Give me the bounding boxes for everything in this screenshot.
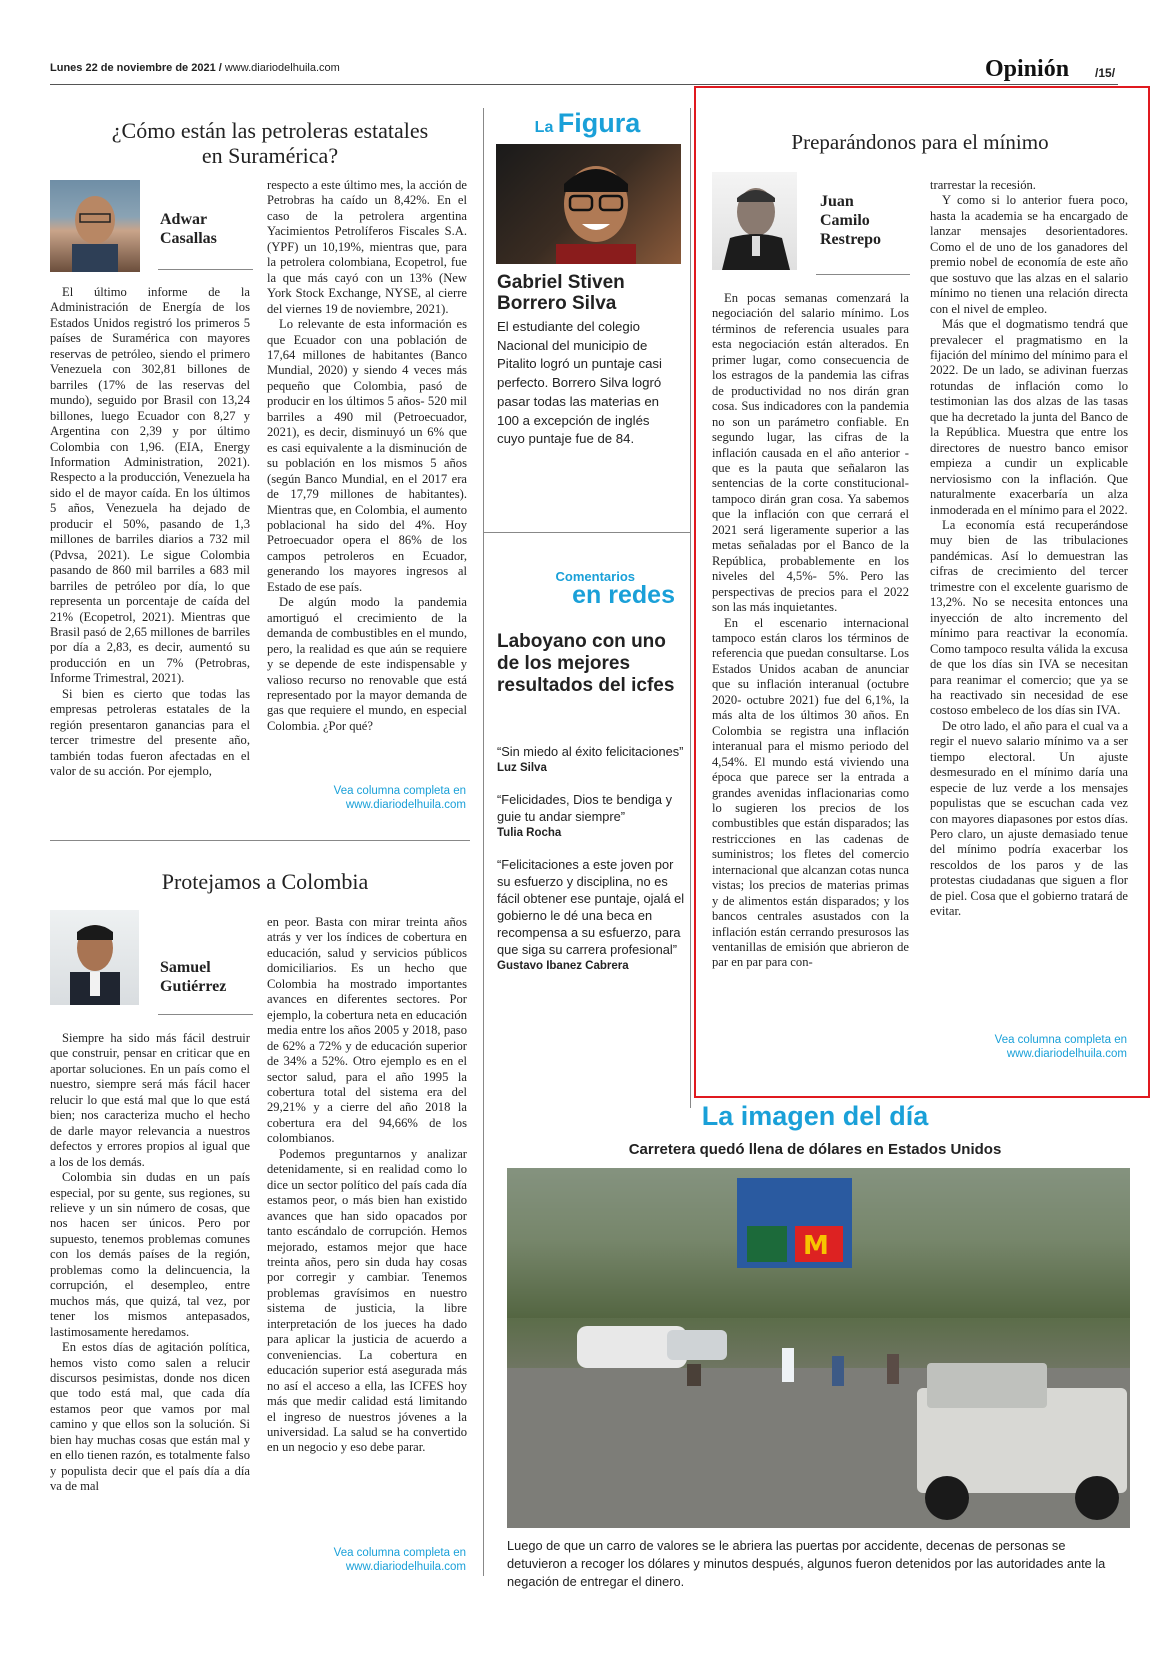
comment-text: “Sin miedo al éxito felicitaciones”: [497, 744, 684, 759]
redes-label: [495, 570, 675, 608]
figura-label-big: Figura: [557, 108, 641, 138]
article-text-minimo-right: [930, 178, 1128, 920]
redes-label-big: en redes: [572, 581, 675, 609]
article-title-petroleras: ¿Cómo están las petroleras estatales en Suramérica?: [111, 118, 429, 168]
redes-comments: [497, 743, 685, 975]
read-more-link[interactable]: www.diariodelhuila.com: [1006, 1048, 1127, 1060]
figura-text: El estudiante del colegio Nacional del municipio de Pitalito logró un puntaje casi perfecto. Borrero Silva logró pasar todas las materias en 100 a excepción de inglés cuyo puntaje fue de 84.: [497, 319, 662, 447]
comment-text: “Felicitaciones a este joven por su esfuerzo y disciplina, no es fácil obtener ese puntaje, ojalá el gobierno le dé una beca en recompensa a su esfuerzo, para que siga su carrera profesional”: [497, 857, 685, 957]
author-name-restrepo: Juan Camilo Restrepo: [820, 193, 882, 248]
article-text-minimo-left: [712, 291, 909, 971]
paragraph: Lo relevante de esta información es que Ecuador con una población de 17,64 millones de habitantes (Banco Mundial, 2020) y siendo 4 veces más pequeño que Colombia, pasó de producir en los últimos 5 años- 520 mil barriles a 490 mil (Petroecuador, 2021), es decir, disminuyó un 6% que es casi equivalente a la disminución de su población en los mismos 5 años (según Banco Mundial, en el 2017 era de 17,79 millones de habitantes). Mientras que, en Colombia, el aumento poblacional ha sido del 4%. Hoy Petroecuador opera el 86% de los campos petroleros en Ecuador, generando los mayores ingresos al Estado de ese país.: [267, 317, 467, 594]
author-photo-gutierrez: [50, 910, 139, 1005]
read-more-petroleras[interactable]: [270, 784, 466, 812]
comment-author: Gustavo Ibanez Cabrera: [497, 960, 629, 972]
header-rule: [50, 84, 1118, 85]
paragraph: Colombia sin dudas en un país especial, por su gente, sus regiones, su relieve y un sin número de cosas, que nos hacen ser únicos. Pero por supuesto, tenemos problemas comunes con los demás países de la región, problemas como la delincuencia, la corrupción, el desempleo, entre muchos más, que quizá, tal vez, por tener los mismos antepasados, lastimosamente heredamos.: [50, 1170, 250, 1339]
read-more-link[interactable]: www.diariodelhuila.com: [345, 1561, 466, 1573]
author-rule-restrepo: [816, 274, 910, 275]
read-more-protejamos[interactable]: [270, 1546, 466, 1574]
read-more-link[interactable]: www.diariodelhuila.com: [345, 799, 466, 811]
author-name-gutierrez: Samuel Gutiérrez: [160, 959, 227, 995]
page-number-text: 15: [1098, 66, 1112, 80]
article-text-petroleras-right: [267, 178, 467, 734]
read-more-label: Vea columna completa en: [333, 785, 466, 797]
portrait-icon: [712, 172, 797, 270]
paragraph: Si bien es cierto que todas las empresas petroleras estatales de la región presentaron ganancias para el tercer trimestre del presente año, también todas fueron afectadas en el valor de su acción. Por ejemplo,: [50, 686, 250, 779]
author-photo-restrepo: [712, 172, 797, 270]
paragraph: De algún modo la pandemia amortiguó el crecimiento de la demanda de combustibles en el mundo, pero, la realidad es que aún se requiere y se depende de este indispensable y valioso recurso no renovable que está representado por la mayor demanda de gas que requiere el mundo, en especial Colombia. ¿Por qué?: [267, 595, 467, 733]
header-date-text: Lunes 22 de noviembre de 2021: [50, 62, 216, 74]
author-rule-gutierrez: [158, 1014, 253, 1015]
article-text-petroleras-left: [50, 285, 250, 780]
figura-label-small: La: [534, 119, 554, 136]
comment-author: Tulia Rocha: [497, 827, 562, 839]
imagen-title: La imagen del día: [701, 1101, 929, 1131]
author-photo-casallas: [50, 180, 140, 272]
paragraph: En el escenario internacional tampoco están claros los términos de referencia que puedan consultarse. Los Estados Unidos acaban de anunciar que su inflación interanual (octubre 2020- octubre 2021) fue del 6,1%, la más alta de los últimos 30 años. En Colombia se registra una inflación interanual para el mismo periodo del 4,54%. El mundo está viviendo una época que parece ser la entrada a grandes avenidas inflacionarias como lo sugieren los precios de los combustibles que están disparados; las restricciones en las cadenas de suministros; los fletes del comercio internacional que alcanzan cotas nunca vistas; los precios de materias primas y de alimentos están disparados; y los bancos centrales asustados con la inflación están cerrando presurosos las ventanillas de emisión que abrieron de par en par para con-: [712, 615, 909, 970]
paragraph: En estos días de agitación política, hemos visto como salen a relucir discursos pesimistas, donde nos dicen que todo está mal, que cada día estamos peor que vamos por mal camino y que ellos son la solución. Si bien hay muchas cosas que están mal y en ello tienen razón, es totalmente falso y populista decir que el país día a día va de mal: [50, 1340, 250, 1494]
read-more-minimo[interactable]: [930, 1033, 1127, 1061]
article-title-protejamos: Protejamos a Colombia: [161, 869, 369, 894]
paragraph: Podemos preguntarnos y analizar detenidamente, si en realidad como lo dice un sector político del país cada día estamos peor, o más bien han existido avances que han sido opacados por tanto escándalo de corrupción. Hemos mejorado, estamos mejor que hace treinta años, pero sin duda hay cosas por corregir y cambiar. Tenemos problemas gravísimos en nuestro sistema de justicia, la libre interpretación de los jueces ha dado para aplicar la justicia de acuerdo a conveniencias. La cobertura en educación superior está asegurada más no así el acceso a ella, las ICFES hoy más que medir calidad está limitando el ingreso de nuestros jóvenes a la universidad. La salud se ha convertido en un negocio y eso debe parar.: [267, 1146, 467, 1455]
imagen-caption: Luego de que un carro de valores se le abriera las puertas por accidente, decenas de personas se detuvieron a recoger los dólares y minutos después, algunos fueron detenidos por las autoridades ante la negación de entregar el dinero.: [507, 1538, 1106, 1589]
page-number: /15/: [1095, 66, 1116, 80]
article-title-minimo: Preparándonos para el mínimo: [791, 130, 1049, 154]
paragraph: De otro lado, el año para el cual va a regir el nuevo salario mínimo va a ser tiempo electoral. Un ajuste desmesurado en el mínimo daría una especie de luz verde a los mensajes populistas que se escuchan cada vez con mayores diapasones por estos días. Pero claro, un ajuste demasiado tenue del mínimo podría exacerbar los rescoldos de los paros y de las protestas ciudadanas que siguen a flor de piel. Cosa que el gobierno tratará de evitar.: [930, 718, 1128, 919]
article-text-protejamos-left: [50, 1031, 250, 1495]
comment-author: Luz Silva: [497, 762, 547, 774]
paragraph: La economía está recuperándose muy bien de las tribulaciones pandémicas. Así lo demuestran las cifras de crecimiento del tercer trimestre con el excelente guarismo de 13,2%. No se necesita entonces una inyección de alto incremento del mínimo para reactivar la economía. Como tampoco resulta válida la excusa de que los días sin IVA se necesitan para reanimar el comercio; que ya se ha reactivado sin necesidad de ese costoso embeleco de los días sin IVA.: [930, 517, 1128, 718]
column-divider-right: [690, 108, 691, 1108]
section-name: Opinión: [985, 56, 1070, 82]
section-title: [985, 56, 1069, 83]
imagen-photo: [507, 1168, 1130, 1528]
comment-text: “Felicidades, Dios te bendiga y guie tu andar siempre”: [497, 792, 672, 824]
figura-label: [495, 108, 680, 139]
svg-text:M: M: [803, 1231, 829, 1261]
paragraph: respecto a este último mes, la acción de Petrobras ha caído un 8,42%. En el caso de la petrolera argentina Yacimientos Petrolíferos Fiscales S.A. (YPF) un 10,19%, mientras que, para la petrolera colombiana, Ecopetrol, fue la que más cayó con un 13% (New York Stock Exchange, NYSE, al cierre del viernes 19 de noviembre, 2021).: [267, 178, 467, 316]
paragraph: Siempre ha sido más fácil destruir que construir, pensar en criticar que en aportar soluciones. En un país como el nuestro, siempre será más fácil hacer relucir lo que está mal que lo que está bien; nos caracteriza mucho el hecho de darle mayor relevancia a nuestros defectos y errores propios al igual que a los de los demás.: [50, 1031, 250, 1169]
imagen-subtitle: Carretera quedó llena de dólares en Estados Unidos: [628, 1141, 1002, 1158]
portrait-icon: [50, 180, 140, 272]
figura-name: Gabriel Stiven Borrero Silva: [497, 272, 625, 314]
portrait-icon: [496, 144, 681, 264]
paragraph: Más que el dogmatismo tendrá que prevalecer el pragmatismo en la fijación del mínimo del mínimo para el 2022. De un lado, se adivinan fuerzas rotundas de inflación como lo testimonian las dos alzas de las tasas que ha decretado la junta del Banco de la República. Muestra que entre los directores de nuestro banco emisor empieza a cundir un explicable nerviosismo con la inflación. Que naturalmente exacerbaría un alza inmoderada en el mínimo para el 2022.: [930, 317, 1128, 517]
redes-headline: Laboyano con uno de los mejores resultados del icfes: [497, 631, 675, 696]
redes-label-small: Comentarios: [555, 569, 635, 584]
header-date: Lunes 22 de noviembre de 2021 / www.diariodelhuila.com: [50, 62, 340, 74]
paragraph: trarrestar la recesión.: [930, 178, 1036, 192]
figura-photo: [496, 144, 681, 264]
read-more-label: Vea columna completa en: [333, 1547, 466, 1559]
author-rule-casallas: [158, 269, 253, 270]
paragraph: Y como si lo anterior fuera poco, hasta la academia se ha encargado de lanzar mensajes desorientadores. Como el de uno de los ganadores del premio nobel de economía de este año que sostuvo que las alzas en el salario mínimo no tienen una relación directa con el nivel de empleo.: [930, 193, 1128, 316]
article-text-protejamos-right: [267, 915, 467, 1456]
section-rule-1: [50, 840, 470, 841]
author-name-casallas: Adwar Casallas: [160, 211, 217, 247]
section-rule-2: [484, 532, 690, 533]
read-more-label: Vea columna completa en: [994, 1034, 1127, 1046]
road-scene-icon: [507, 1168, 1130, 1528]
paragraph: El último informe de la Administración de Energía de los Estados Unidos registró los primeros 5 países de Suramérica con mayores reservas de petróleo, siendo el primero Venezuela con 302,81 billones de barriles (17% de las reservas del mundo), seguido por Brasil con 13,24 billones, luego Ecuador con 8,27 y Argentina con 2,39 y por último Colombia con 1,96. (EIA, Energy Information Administration, 2021). Respecto a la producción, Venezuela ha sido el de mayor caída. En los últimos 5 años, Venezuela ha dejado de producir el 50%, pasando de 1,3 millones de barriles diarios a 732 mil (Pdvsa, 2021). Le sigue Colombia pasando de 860 mil barriles a 683 mil barriles de petróleo por día, lo que representa un porcentaje de caída del 21% (Ecopetrol, 2021). Mientras que Brasil pasó de 2,65 millones de barriles por día a 2,83, es decir, aumentó su producción en un 7% (Petrobras, Informe Trimestral, 2021).: [50, 285, 250, 686]
paragraph: En pocas semanas comenzará la negociación del salario mínimo. Los términos de referencia usuales para esta negociación están alterados. En primer lugar, como consecuencia de los estragos de la pandemia las cifras de productividad no nos dirán gran cosa. Sus indicadores con la pandemia no son un parámetro confiable. En segundo lugar, las cifras de la inflación causada en el año anterior -que es la pauta que señalaron las sentencias de la corte constitucional- tampoco dirán gran cosa. Ya sabemos que la inflación con que cerrará el 2021 será ligeramente superior a las metas señaladas por el Banco de la República, probablemente en los niveles del 4,5%- 5%. Pero las perspectivas de precios para el 2022 son las más inquietantes.: [712, 291, 909, 615]
header-site: www.diariodelhuila.com: [224, 62, 340, 74]
column-divider-left: [483, 108, 484, 1576]
portrait-icon: [50, 910, 139, 1005]
paragraph: en peor. Basta con mirar treinta años atrás y ver los índices de cobertura en educación, salud y servicios públicos domiciliarios. Es un hecho que Colombia ha mostrado importantes avances en diferentes sectores. Por ejemplo, la cobertura neta en educación media entre los años 2005 y 2018, paso de 62% a 72% y de educación superior de 34% a 52%. Otro ejemplo es en el sector salud, para el año 1995 la cobertura total del sistema era del 29,21% y a cierre del año 2018 la cobertura era del 94,66% de los colombianos.: [267, 915, 467, 1146]
